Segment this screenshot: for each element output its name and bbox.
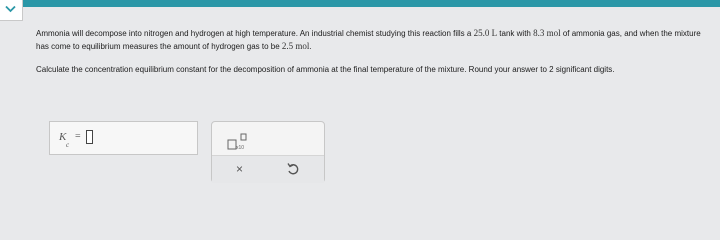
problem-paragraph-1: Ammonia will decompose into nitrogen and hydrogen at high temperature. An industrial chemist studying this reaction fills a 25.0 L tank with 8.3 mol of ammonia gas, and when the mixture has come to equilibrium measures the amount of hydrogen gas to be 2.5 mol. (36, 28, 701, 51)
problem-paragraph-2: Calculate the concentration equilibrium constant for the decomposition of ammonia at the final temperature of the mixture. Round your answer to 2 significant digits. (36, 65, 615, 74)
kc-subscript: c (66, 141, 70, 149)
chevron-down-icon (5, 5, 16, 13)
svg-text:x10: x10 (236, 145, 245, 151)
problem-statement (36, 27, 706, 76)
equals-sign: = (75, 131, 81, 142)
collapse-toggle[interactable] (0, 0, 23, 21)
math-toolbar (211, 121, 325, 183)
undo-icon[interactable] (286, 162, 300, 176)
answer-box (49, 121, 198, 155)
clear-icon[interactable]: × (236, 162, 244, 176)
kc-symbol: K (59, 131, 67, 143)
answer-input[interactable] (86, 130, 93, 144)
superscript-exponent-icon[interactable] (226, 132, 256, 152)
toolbar-actions (212, 155, 324, 183)
header-accent-bar (0, 0, 720, 7)
